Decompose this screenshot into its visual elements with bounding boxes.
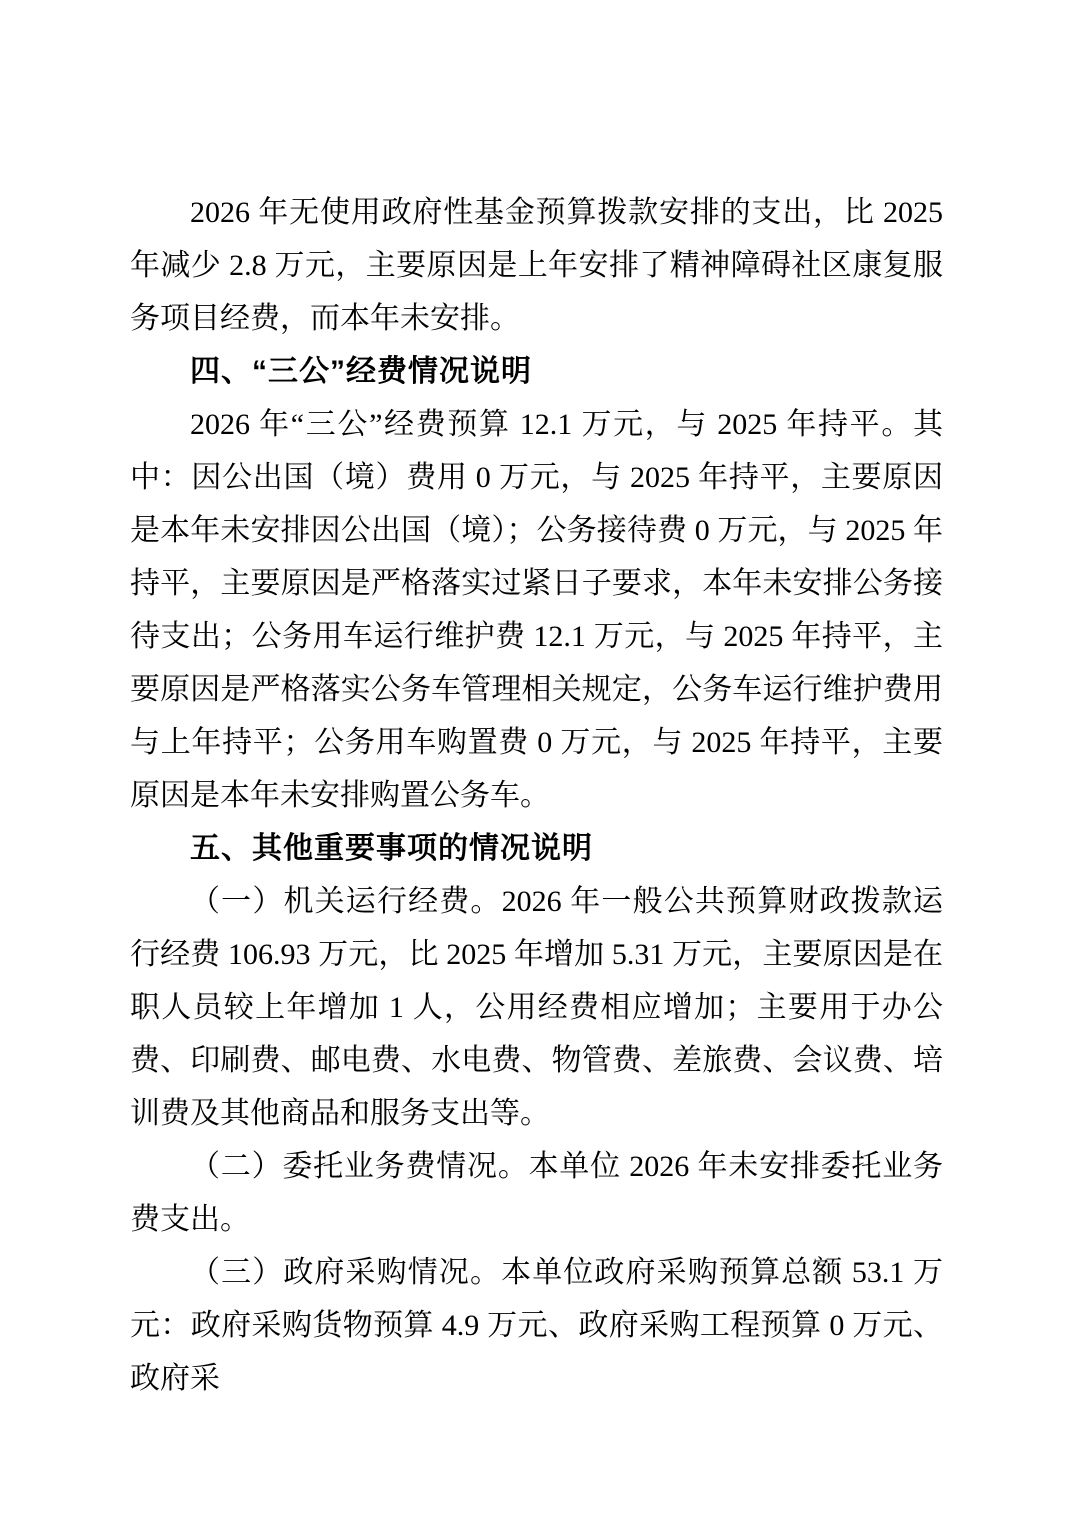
para-government-procurement: （三）政府采购情况。本单位政府采购预算总额 53.1 万元：政府采购货物预算 4.9 万元、政府采购工程预算 0 万元、政府采 bbox=[130, 1256, 943, 1395]
para-gov-fund-expenditure: 2026 年无使用政府性基金预算拨款安排的支出，比 2025 年减少 2.8 万元，主要原因是上年安排了精神障碍社区康复服务项目经费，而本年未安排。 bbox=[130, 196, 943, 335]
para-agency-operating-expenses: （一）机关运行经费。2026 年一般公共预算财政拨款运行经费 106.93 万元，比 2025 年增加 5.31 万元，主要原因是在职人员较上年增加 1 人，公用经费相应增加；主要用于办公费、印刷费、邮电费、水电费、物管费、差旅费、会议费、培训费及其他商品和服务支出等。 bbox=[130, 885, 943, 1130]
heading-section-5-other-important-items: 五、其他重要事项的情况说明 bbox=[190, 832, 593, 865]
para-three-public-funds-detail: 2026 年“三公”经费预算 12.1 万元，与 2025 年持平。其中：因公出国（境）费用 0 万元，与 2025 年持平，主要原因是本年未安排因公出国（境）；公务接待费 0 万元，与 2025 年持平，主要原因是严格落实过紧日子要求，本年未安排公务接待支出；公务用车运行维护费 12.1 万元，与 2025 年持平，主要原因是严格落实公务车管理相关规定，公务车运行维护费用与上年持平；公务用车购置费 0 万元，与 2025 年持平，主要原因是本年未安排购置公务车。 bbox=[130, 408, 943, 812]
heading-section-4-three-public-funds: 四、“三公”经费情况说明 bbox=[190, 355, 532, 388]
document-body bbox=[130, 186, 943, 1405]
para-entrusted-business-fees: （二）委托业务费情况。本单位 2026 年未安排委托业务费支出。 bbox=[130, 1150, 943, 1236]
